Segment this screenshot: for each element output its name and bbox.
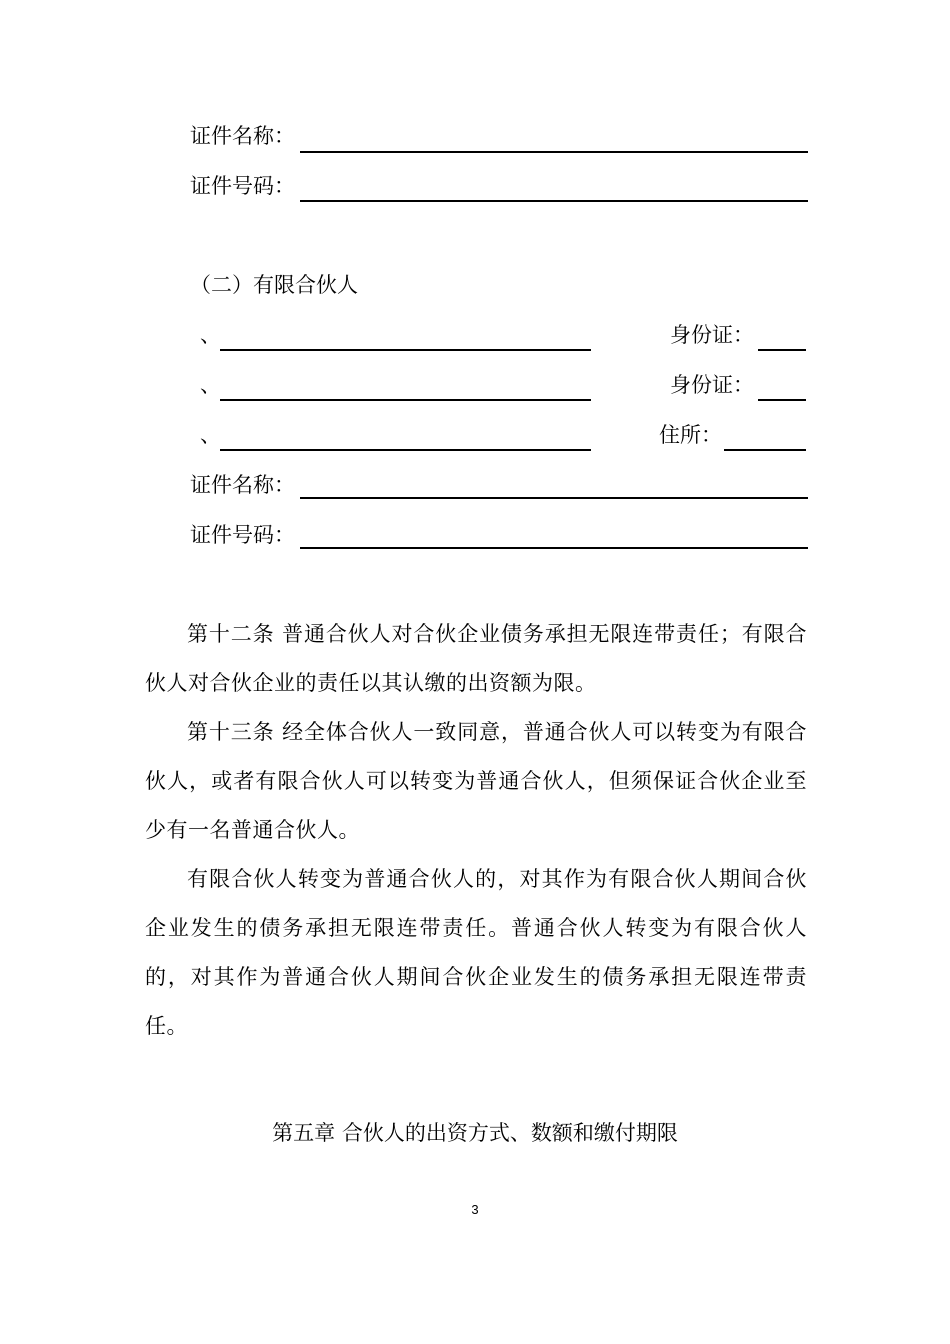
lp-cert-name-label: 证件名称：: [190, 473, 295, 497]
lp-row-3-name-blank[interactable]: [220, 449, 591, 451]
lp-row-1-prefix: 、: [200, 323, 221, 347]
lp-row-1-id-label: 身份证：: [670, 323, 754, 347]
lp-cert-name-blank[interactable]: [300, 497, 808, 499]
page-number: 3: [471, 1202, 479, 1217]
lp-cert-number-blank[interactable]: [300, 547, 808, 549]
lp-row-2-prefix: 、: [200, 373, 221, 397]
conversion-paragraph: 有限合伙人转变为普通合伙人的，对其作为有限合伙人期间合伙企业发生的债务承担无限连带责任。普通合伙人转变为有限合伙人的，对其作为普通合伙人期间合伙企业发生的债务承担无限连带责任。: [145, 867, 807, 1038]
lp-row-2-id-blank[interactable]: [758, 399, 806, 401]
cert-name-label: 证件名称：: [190, 124, 295, 148]
lp-cert-number-label: 证件号码：: [190, 523, 295, 547]
limited-partners-heading: （二）有限合伙人: [190, 273, 358, 297]
lp-row-1-name-blank[interactable]: [220, 349, 591, 351]
lp-row-3-address-blank[interactable]: [724, 449, 806, 451]
article-12-paragraph: 第十二条 普通合伙人对合伙企业债务承担无限连带责任；有限合伙人对合伙企业的责任以其认缴的出资额为限。: [145, 622, 807, 695]
lp-row-3-prefix: 、: [200, 423, 221, 447]
lp-row-2-id-label: 身份证：: [670, 373, 754, 397]
article-13-paragraph: 第十三条 经全体合伙人一致同意，普通合伙人可以转变为有限合伙人，或者有限合伙人可以转变为普通合伙人，但须保证合伙企业至少有一名普通合伙人。: [145, 720, 807, 842]
lp-row-3-address-label: 住所：: [659, 423, 722, 447]
lp-row-1-id-blank[interactable]: [758, 349, 806, 351]
cert-name-blank[interactable]: [300, 151, 808, 153]
lp-row-2-name-blank[interactable]: [220, 399, 591, 401]
cert-number-blank[interactable]: [300, 200, 808, 202]
cert-number-label: 证件号码：: [190, 174, 295, 198]
chapter-heading: 第五章 合伙人的出资方式、数额和缴付期限: [272, 1121, 678, 1145]
